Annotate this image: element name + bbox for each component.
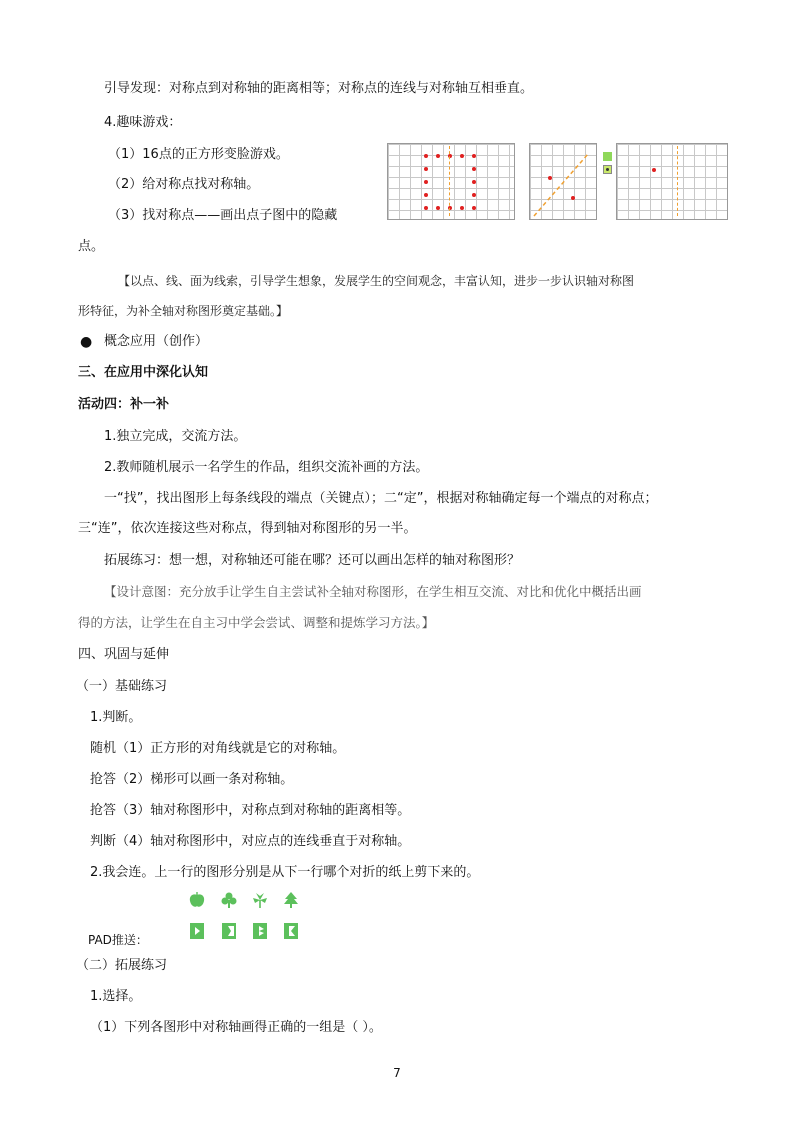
question-1a: 随机（1）正方形的对角线就是它的对称轴。 (90, 741, 346, 756)
question-2: 2.我会连。上一行的图形分别是从下一行哪个对折的纸上剪下来的。 (90, 865, 480, 880)
extension-practice-title: （二）拓展练习 (76, 958, 168, 973)
dot-grid-vertical (616, 143, 728, 220)
design-note-2a: 【设计意图：充分放手让学生自主尝试补全轴对称图形，在学生相互交流、对比和优化中概括出画 (104, 584, 642, 599)
target-square-icon (603, 165, 612, 174)
design-note-2b: 得的方法，让学生在自主习中学会尝试、调整和提炼学习方法。】 (78, 615, 435, 630)
clover-shape-icon (251, 891, 269, 909)
game-item-2: （2）给对称点找对称轴。 (108, 177, 260, 192)
green-square-icon (603, 152, 612, 161)
game-item-1: （1）16点的正方形变脸游戏。 (108, 147, 289, 162)
section-4-title: 四、巩固与延伸 (78, 647, 170, 662)
tree-shape-icon (282, 891, 300, 909)
dot-grid-diagonal (529, 143, 597, 220)
step-1: 1.独立完成，交流方法。 (104, 429, 247, 444)
game-item-3-cont: 点。 (78, 239, 105, 254)
folded-paper-a-icon (188, 922, 206, 940)
question-1b: 抢答（2）梯形可以画一条对称轴。 (90, 772, 294, 787)
apple-shape-icon (188, 891, 206, 909)
game-item-3: （3）找对称点——画出点子图中的隐藏 (108, 208, 338, 223)
club-shape-icon (220, 891, 238, 909)
design-note-1b: 形特征，为补全轴对称图形奠定基础。】 (78, 304, 289, 318)
extension-practice: 拓展练习：想一想，对称轴还可能在哪？还可以画出怎样的轴对称图形？ (104, 553, 521, 568)
folded-paper-d-icon (282, 922, 300, 940)
question-3: 1.选择。 (90, 989, 142, 1004)
folded-paper-b-icon (220, 922, 238, 940)
step-2: 2.教师随机展示一名学生的作品，组织交流补画的方法。 (104, 460, 429, 475)
pad-push-label: PAD推送： (88, 933, 148, 947)
section-3-title: 三、在应用中深化认知 (78, 365, 209, 380)
question-1: 1.判断。 (90, 710, 142, 725)
discovery-line: 引导发现：对称点到对称轴的距离相等；对称点的连线与对称轴互相垂直。 (104, 81, 534, 96)
question-1d: 判断（4）轴对称图形中，对应点的连线垂直于对称轴。 (90, 834, 411, 849)
method-line-1: 一“找”，找出图形上每条线段的端点（关键点）；二“定”，根据对称轴确定每一个端点的对称点； (104, 491, 658, 506)
design-note-1a: 【以点、线、面为线索，引导学生想象，发展学生的空间观念，丰富认知，进步一步认识轴对称图 (118, 274, 635, 288)
folded-paper-c-icon (251, 922, 269, 940)
concept-application: 概念应用（创作） (104, 334, 209, 349)
question-3a: （1）下列各图形中对称轴画得正确的一组是（ ）。 (90, 1020, 382, 1035)
page-number: 7 (393, 1066, 401, 1080)
dot-grid-square (387, 143, 515, 220)
question-1c: 抢答（3）轴对称图形中，对称点到对称轴的距离相等。 (90, 803, 411, 818)
activity-4-title: 活动四：补一补 (78, 397, 170, 412)
bullet-icon: ● (80, 334, 93, 350)
basic-practice-title: （一）基础练习 (76, 679, 168, 694)
game-heading: 4.趣味游戏： (104, 115, 182, 130)
method-line-2: 三“连”，依次连接这些对称点，得到轴对称图形的另一半。 (78, 521, 417, 536)
